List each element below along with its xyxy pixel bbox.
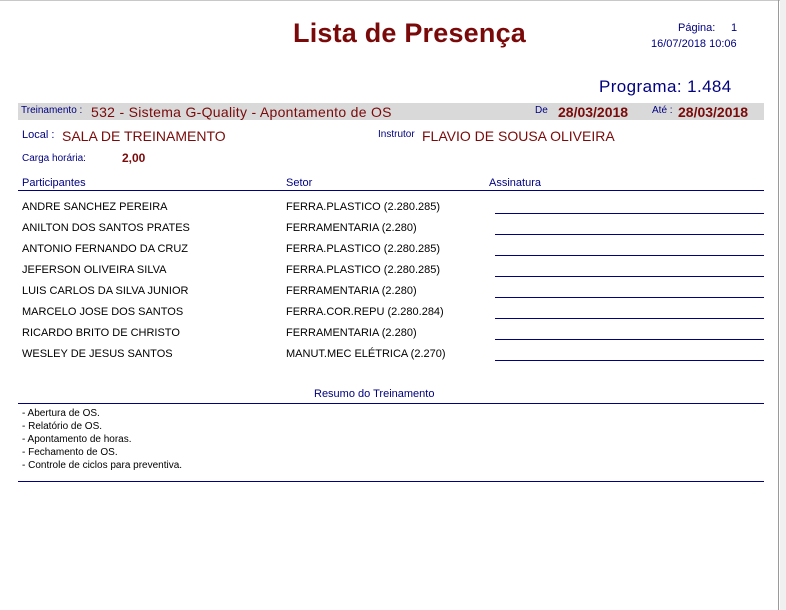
table-header-rule [18, 190, 764, 191]
participant-sector: FERRA.PLASTICO (2.280.285) [286, 243, 441, 255]
to-date-value: 28/03/2018 [678, 104, 749, 120]
page-number: 1 [731, 22, 738, 34]
summary-top-rule [18, 403, 764, 404]
participant-sector: FERRAMENTARIA (2.280) [286, 285, 417, 297]
summary-title: Resumo do Treinamento [314, 388, 435, 400]
participant-name: ANTONIO FERNANDO DA CRUZ [22, 243, 189, 255]
hours-label: Carga horária: [22, 153, 86, 164]
local-value: SALA DE TREINAMENTO [62, 128, 226, 144]
summary-item: - Fechamento de OS. [22, 447, 118, 458]
participant-sector: FERRAMENTARIA (2.280) [286, 327, 417, 339]
participant-sector: FERRA.PLASTICO (2.280.285) [286, 201, 441, 213]
signature-header: Assinatura [489, 177, 541, 189]
signature-line [495, 318, 764, 319]
summary-item: - Abertura de OS. [22, 408, 100, 419]
instructor-label: Instrutor [378, 129, 415, 140]
summary-item: - Relatório de OS. [22, 421, 103, 432]
print-datetime: 16/07/2018 10:06 [651, 38, 737, 50]
summary-item: - Controle de ciclos para preventiva. [22, 460, 183, 471]
signature-line [495, 339, 764, 340]
participant-sector: MANUT.MEC ELÉTRICA (2.270) [286, 348, 446, 360]
participant-name: ANDRE SANCHEZ PEREIRA [22, 201, 168, 213]
summary-list [22, 407, 182, 472]
participants-header: Participantes [22, 177, 86, 189]
page-right-border [778, 0, 779, 610]
training-label: Treinamento : [21, 105, 83, 116]
instructor-value: FLAVIO DE SOUSA OLIVEIRA [422, 128, 615, 144]
participant-name: ANILTON DOS SANTOS PRATES [22, 222, 190, 234]
signature-line [495, 360, 764, 361]
viewer-gutter [780, 0, 786, 610]
participant-sector: FERRA.COR.REPU (2.280.284) [286, 306, 444, 318]
report-title: Lista de Presença [293, 18, 527, 48]
signature-line [495, 276, 764, 277]
page-top-border [0, 0, 786, 1]
from-date-label: De [535, 105, 548, 116]
from-date-value: 28/03/2018 [558, 104, 629, 120]
participant-name: JEFERSON OLIVEIRA SILVA [22, 264, 167, 276]
signature-line [495, 234, 764, 235]
local-label: Local : [22, 129, 55, 141]
participant-name: MARCELO JOSE DOS SANTOS [22, 306, 184, 318]
summary-bottom-rule [18, 481, 764, 482]
training-value: 532 - Sistema G-Quality - Apontamento de OS [91, 104, 392, 120]
participant-name: RICARDO BRITO DE CHRISTO [22, 327, 180, 339]
participant-name: LUIS CARLOS DA SILVA JUNIOR [22, 285, 189, 297]
participant-sector: FERRA.PLASTICO (2.280.285) [286, 264, 441, 276]
to-date-label: Até : [652, 105, 673, 116]
hours-value: 2,00 [122, 151, 146, 165]
programa-number: Programa: 1.484 [599, 77, 732, 96]
participant-name: WESLEY DE JESUS SANTOS [22, 348, 173, 360]
signature-line [495, 297, 764, 298]
sector-header: Setor [286, 177, 313, 189]
participant-sector: FERRAMENTARIA (2.280) [286, 222, 417, 234]
page-label: Página: [678, 22, 716, 34]
signature-line [495, 255, 764, 256]
signature-line [495, 213, 764, 214]
summary-item: - Apontamento de horas. [22, 434, 132, 445]
